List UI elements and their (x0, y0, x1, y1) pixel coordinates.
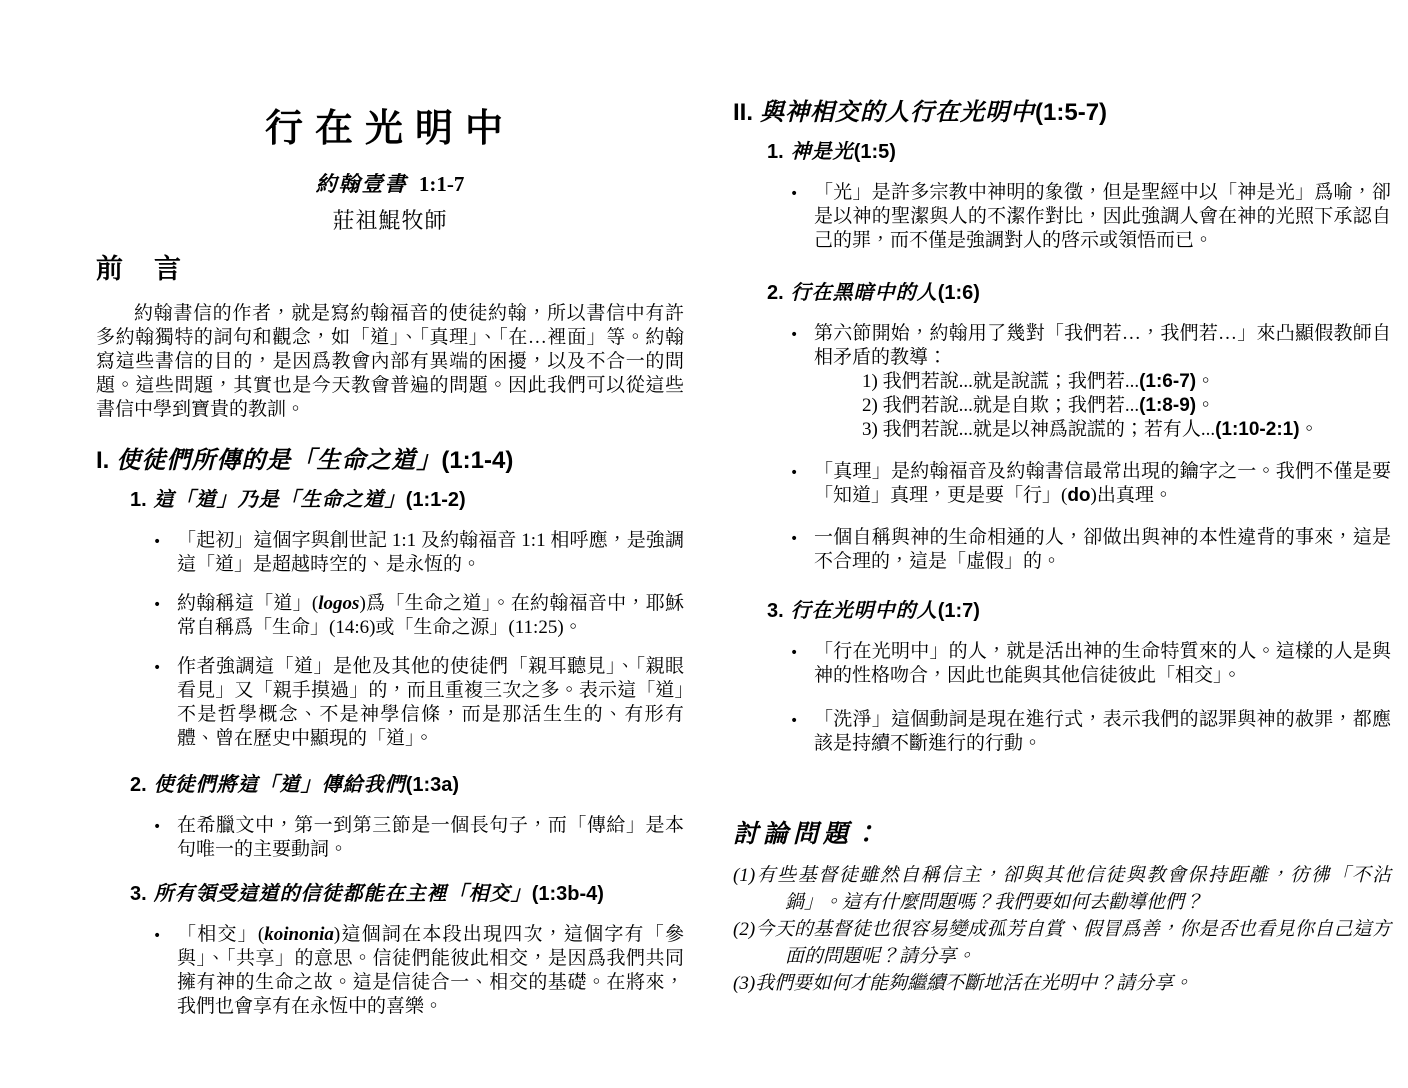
greek-term-logos: logos (318, 593, 360, 614)
bullet-text-post: )出真理。 (1090, 485, 1173, 506)
section-1-heading (96, 446, 684, 476)
subsection-2-3-heading (767, 598, 1391, 625)
subsection-1-2-title: 使徒們將這「道」傳給我們 (153, 774, 406, 796)
section-2-title: 與神相交的人行在光明中 (760, 100, 1036, 126)
greek-term-koinonia: koinonia (264, 924, 334, 945)
bullet-text (177, 923, 684, 1019)
bullet-icon: • (790, 186, 799, 202)
bullet-text (814, 460, 1391, 508)
subsection-2-1-heading (767, 139, 1391, 166)
section-1-ref: (1:1-4) (441, 447, 514, 474)
preface-paragraph: 約翰書信的作者，就是寫約翰福音的使徒約翰，所以書信中有許多約翰獨特的詞句和觀念，如「道」、「真理」、「在…裡面」等。約翰寫這些書信的目的，是因爲教會內部有異端的困擾，以及不合一的問題。這些問題，其實也是今天教會普遍的問題。因此我們可以從這些書信中學到寶貴的教訓。 (96, 303, 684, 420)
bullet-text-pre: 約翰稱這「道」( (177, 593, 319, 614)
bullet-item (790, 181, 1391, 253)
bullet-item (153, 529, 684, 577)
subsection-2-2-ref: (1:6) (937, 282, 980, 304)
discussion-questions-heading: 討論問題： (733, 821, 884, 848)
numbered-subitem (862, 370, 1391, 394)
bullet-text: 「洗淨」這個動詞是現在進行式，表示我們的認罪與神的赦罪，都應該是持續不斷進行的行動。 (814, 709, 1391, 754)
bullet-item (790, 460, 1391, 508)
subsection-2-1-ref: (1:5) (853, 141, 896, 163)
subsection-2-2-number: 2. (767, 282, 784, 304)
subsection-2-2-heading (767, 280, 1391, 307)
subitem-period: 。 (1196, 371, 1216, 392)
author-name: 莊祖鯤牧師 (332, 208, 448, 233)
subitem-ref: (1:8-9) (1139, 395, 1197, 416)
subsection-1-3-number: 3. (130, 883, 147, 905)
section-2-heading (733, 98, 1391, 128)
subsection-2-1-title: 神是光 (790, 141, 854, 163)
subtitle-verse-range: 1:1-7 (418, 172, 465, 196)
bullet-icon: • (153, 597, 162, 613)
bullet-item (153, 923, 684, 1019)
bullet-icon: • (153, 928, 162, 944)
subsection-1-1-title: 這「道」乃是「生命之道」 (153, 489, 406, 511)
subsection-1-3-ref: (1:3b-4) (531, 883, 604, 905)
bullet-icon: • (790, 645, 799, 661)
discussion-questions-list (733, 862, 1391, 997)
bullet-icon: • (153, 534, 162, 550)
bullet-item (790, 640, 1391, 688)
bullet-icon: • (153, 819, 162, 835)
bullet-text (814, 322, 1391, 442)
bullet-item (790, 526, 1391, 574)
bullet-intro: 第六節開始，約翰用了幾對「我們若…，我們若…」來凸顯假教師自相矛盾的教導： (814, 323, 1391, 368)
subsection-1-1-number: 1. (130, 489, 147, 511)
subsection-2-3-title: 行在光明中的人 (790, 600, 938, 622)
subitem-text: 3) 我們若說...就是以神爲說謊的；若有人... (862, 419, 1216, 440)
bullet-text-post: )爲「生命之道」。在約翰福音中，耶穌常自稱爲「生命」(14:6)或「生命之源」(11:25)。 (177, 593, 684, 638)
subsection-1-2-ref: (1:3a) (405, 774, 460, 796)
bullet-text (177, 592, 684, 640)
subsection-1-2-number: 2. (130, 774, 147, 796)
bullet-icon: • (790, 327, 799, 343)
bullet-text: 一個自稱與神的生命相通的人，卻做出與神的本性違背的事來，這是不合理的，這是「虛假」的。 (814, 527, 1391, 572)
bullet-text-pre: 「相交」( (177, 924, 265, 945)
section-1-number: I. (96, 447, 110, 474)
subsection-1-3-heading (130, 881, 684, 908)
english-term-do: do (1067, 485, 1091, 506)
subitem-period: 。 (1196, 395, 1216, 416)
bullet-text: 「光」是許多宗教中神明的象徵，但是聖經中以「神是光」爲喻，卻是以神的聖潔與人的不潔作對比，因此強調人會在神的光照下承認自己的罪，而不僅是強調對人的啓示或領悟而已。 (814, 182, 1391, 251)
bullet-item (790, 708, 1391, 756)
subitem-ref: (1:10-2:1) (1215, 419, 1300, 440)
section-2-ref: (1:5-7) (1035, 99, 1108, 126)
bullet-text-post: )這個詞在本段出現四次，這個字有「參與」、「共享」的意思。信徒們能彼此相交，是因爲我們共同擁有神的生命之故。這是信徒合一、相交的基礎。在將來，我們也會享有在永恆中的喜樂。 (177, 924, 684, 1017)
subsection-2-2-title: 行在黑暗中的人 (790, 282, 938, 304)
subitem-ref: (1:6-7) (1139, 371, 1197, 392)
section-2-number: II. (733, 99, 754, 126)
bullet-text: 在希臘文中，第一到第三節是一個長句子，而「傳給」是本句唯一的主要動詞。 (177, 815, 684, 860)
bullet-icon: • (153, 660, 162, 676)
bullet-icon: • (790, 531, 799, 547)
preface-heading: 前 言 (96, 254, 183, 284)
subtitle-book-name: 約翰壹書 (315, 172, 408, 196)
bullet-icon: • (790, 465, 799, 481)
bullet-text: 作者強調這「道」是他及其他的使徒們「親耳聽見」、「親眼看見」又「親手摸過」的，而且重複三次之多。表示這「道」不是哲學概念、不是神學信條，而是那活生生的、有形有體、曾在歷史中顯現的「道」。 (177, 656, 684, 749)
right-column (733, 98, 1391, 997)
subitem-text: 1) 我們若說...就是說謊；我們若... (862, 371, 1140, 392)
bullet-item (153, 655, 684, 751)
section-1-title: 使徒們所傳的是「生命之道」 (116, 448, 442, 474)
discussion-question: (2)今天的基督徒也很容易變成孤芳自賞、假冒爲善，你是否也看見你自己這方面的問題呢？請分享。 (733, 919, 1391, 967)
bullet-text: 「行在光明中」的人，就是活出神的生命特質來的人。這樣的人是與神的性格吻合，因此也能與其他信徒彼此「相交」。 (814, 641, 1391, 686)
subsection-1-1-heading (130, 487, 684, 514)
left-column (96, 106, 684, 1019)
page-title: 行在光明中 (264, 108, 515, 150)
subsection-2-3-ref: (1:7) (937, 600, 980, 622)
bullet-text-pre: 「真理」是約翰福音及約翰書信最常出現的鑰字之一。我們不僅是要「知道」真理，更是要「行」( (814, 461, 1391, 506)
subsection-2-3-number: 3. (767, 600, 784, 622)
subsection-1-2-heading (130, 772, 684, 799)
bullet-text: 「起初」這個字與創世記 1:1 及約翰福音 1:1 相呼應，是強調這「道」是超越時空的、是永恆的。 (177, 530, 684, 575)
numbered-subitem (862, 394, 1391, 418)
numbered-subitem (862, 418, 1391, 442)
scripture-subtitle (96, 168, 684, 198)
subitem-text: 2) 我們若說...就是自欺；我們若... (862, 395, 1140, 416)
discussion-question: (3)我們要如何才能夠繼續不斷地活在光明中？請分享。 (733, 973, 1193, 994)
bullet-item (153, 814, 684, 862)
subsection-1-1-ref: (1:1-2) (405, 489, 466, 511)
subsection-1-3-title: 所有領受這道的信徒都能在主裡「相交」 (153, 883, 532, 905)
bullet-item (790, 322, 1391, 442)
subitem-period: 。 (1299, 419, 1319, 440)
bullet-icon: • (790, 713, 799, 729)
subsection-2-1-number: 1. (767, 141, 784, 163)
bullet-item (153, 592, 684, 640)
discussion-question: (1)有些基督徒雖然自稱信主，卻與其他信徒與教會保持距離，彷彿「不沾鍋」。這有什麼問題嗎？我們要如何去勸導他們？ (733, 865, 1391, 913)
